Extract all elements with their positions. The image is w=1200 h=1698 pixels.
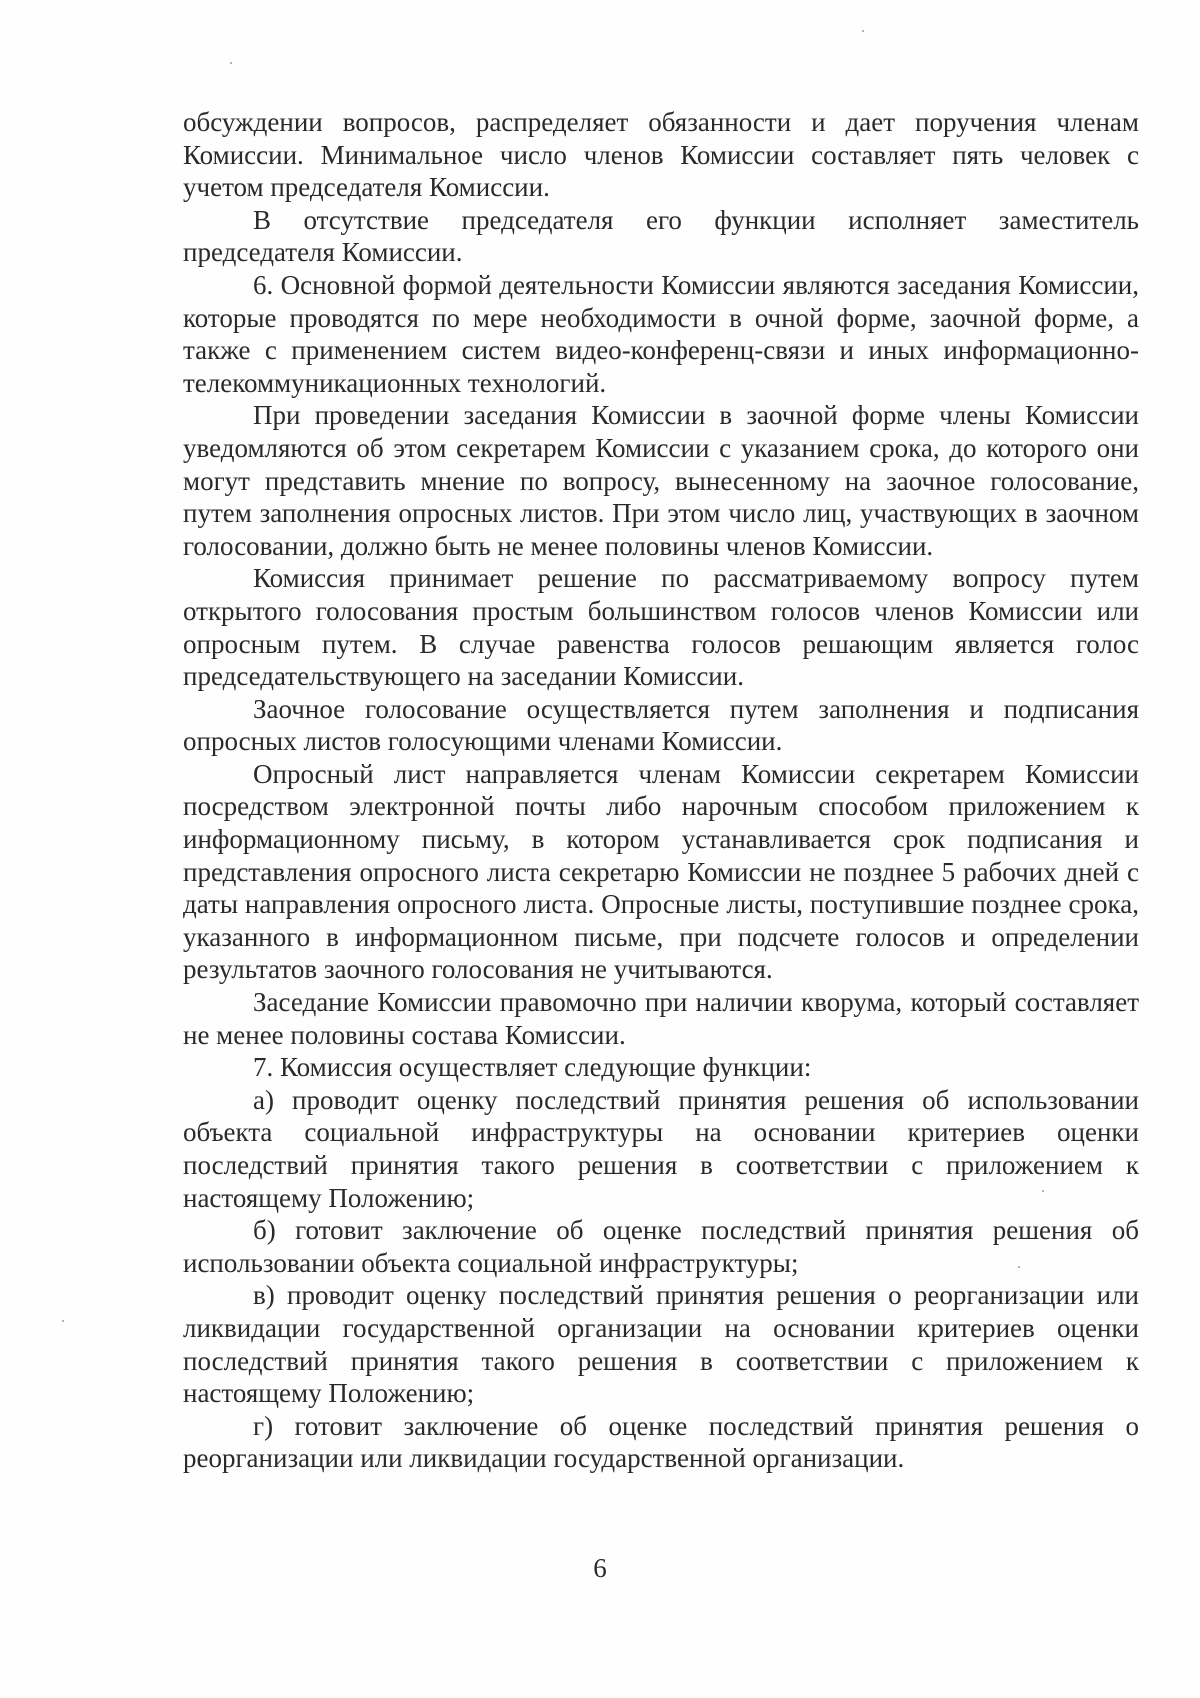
list-item-g: г) готовит заключение об оценке последствий принятия решения о реорганизации или ликвидации государственной организации. [183,1410,1139,1474]
list-item-b: б) готовит заключение об оценке последствий принятия решения об использовании объекта социальной инфраструктуры; [183,1215,1139,1278]
paragraph-continuation: обсуждении вопросов, распределяет обязанности и дает поручения членам Комиссии. Минимальное число членов Комиссии составляет пять человек с учетом председателя Комиссии. [183,107,1139,203]
scan-speck [1042,1190,1044,1192]
paragraph-item-7: 7. Комиссия осуществляет следующие функции: [253,1052,812,1083]
paragraph-item-6: 6. Основной формой деятельности Комиссии являются заседания Комиссии, которые проводятся по мере необходимости в очной форме, заочной форме, а также с применением систем видео-конференц-связи и иных информационно-телекоммуникационных технологий. [183,269,1139,398]
paragraph-absentee-voting: Заочное голосование осуществляется путем заполнения и подписания опросных листов голосующими членами Комиссии. [183,693,1139,757]
scan-speck [62,1320,64,1322]
document-body [183,106,1139,1475]
list-item-a: а) проводит оценку последствий принятия решения об использовании объекта социальной инфраструктуры на основании критериев оценки последствий принятия такого решения в соответствии с приложением к настоящему Положению; [183,1084,1139,1213]
paragraph-questionnaire: Опросный лист направляется членам Комиссии секретарем Комиссии посредством электронной почты либо нарочным способом приложением к информационному письму, в котором устанавливается срок подписания и представления опросного листа секретарю Комиссии не позднее 5 рабочих дней с даты направления опросного листа. Опросные листы, поступившие позднее срока, указанного в информационном письме, при подсчете голосов и определении результатов заочного голосования не учитываются. [183,758,1139,985]
scan-speck [862,30,864,32]
paragraph-deputy-chair: В отсутствие председателя его функции исполняет заместитель председателя Комиссии. [183,204,1139,268]
scan-speck [230,62,232,64]
list-item-v: в) проводит оценку последствий принятия решения о реорганизации или ликвидации государственной организации на основании критериев оценки последствий принятия такого решения в соответствии с приложением к настоящему Положению; [183,1280,1139,1409]
paragraph-decision-voting: Комиссия принимает решение по рассматриваемому вопросу путем открытого голосования простым большинством голосов членов Комиссии или опросным путем. В случае равенства голосов решающим является голос председательствующего на заседании Комиссии. [183,563,1139,692]
paragraph-absentee-meeting: При проведении заседания Комиссии в заочной форме члены Комиссии уведомляются об этом секретарем Комиссии с указанием срока, до которого они могут представить мнение по вопросу, вынесенному на заочное голосование, путем заполнения опросных листов. При этом число лиц, участвующих в заочном голосовании, должно быть не менее половины членов Комиссии. [183,400,1139,561]
page-number: 6 [593,1553,607,1583]
paragraph-quorum: Заседание Комиссии правомочно при наличии кворума, который составляет не менее половины состава Комиссии. [183,987,1139,1050]
scan-speck [1018,1266,1020,1268]
